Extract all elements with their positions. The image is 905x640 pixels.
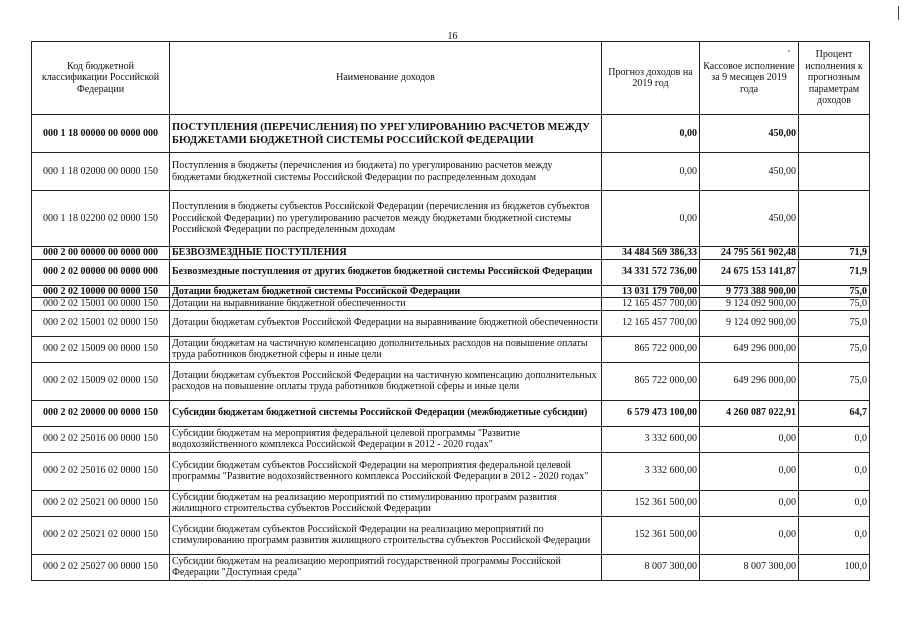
table-row xyxy=(32,516,870,554)
header-name: Наименование доходов xyxy=(170,42,602,115)
row-code: 000 2 02 15009 02 0000 150 xyxy=(32,362,170,400)
row-forecast: 6 579 473 100,00 xyxy=(602,400,700,426)
row-forecast: 0,00 xyxy=(602,153,700,191)
row-name: Поступления в бюджеты (перечисления из бюджета) по урегулированию расчетов между бюджетами бюджетной системы Российской Федерации по распределенным доходам xyxy=(170,153,602,191)
row-name: БЕЗВОЗМЕЗДНЫЕ ПОСТУПЛЕНИЯ xyxy=(170,247,602,260)
table-row xyxy=(32,362,870,400)
row-actual: 649 296 000,00 xyxy=(700,336,799,362)
row-percent xyxy=(799,153,870,191)
row-code: 000 2 02 10000 00 0000 150 xyxy=(32,285,170,298)
row-forecast: 152 361 500,00 xyxy=(602,516,700,554)
row-percent: 71,9 xyxy=(799,247,870,260)
row-actual: 9 124 092 900,00 xyxy=(700,310,799,336)
row-percent: 75,0 xyxy=(799,336,870,362)
row-actual: 9 773 388 900,00 xyxy=(700,285,799,298)
table-row xyxy=(32,310,870,336)
row-actual: 0,00 xyxy=(700,452,799,490)
row-code: 000 2 02 15009 00 0000 150 xyxy=(32,336,170,362)
row-forecast: 152 361 500,00 xyxy=(602,490,700,516)
row-code: 000 2 02 25016 00 0000 150 xyxy=(32,426,170,452)
row-actual: 0,00 xyxy=(700,490,799,516)
row-name: Дотации бюджетам на частичную компенсацию дополнительных расходов на повышение оплаты труда работников бюджетной сферы и иные цели xyxy=(170,336,602,362)
row-name: Субсидии бюджетам субъектов Российской Федерации на мероприятия федеральной целевой программы "Развитие водохозяйственного комплекса Российской Федерации в 2012 - 2020 годах" xyxy=(170,452,602,490)
row-code: 000 2 02 25027 00 0000 150 xyxy=(32,554,170,580)
row-forecast: 12 165 457 700,00 xyxy=(602,298,700,311)
table-row xyxy=(32,452,870,490)
row-percent xyxy=(799,191,870,247)
row-code: 000 2 00 00000 00 0000 000 xyxy=(32,247,170,260)
header-percent: Процент исполнения к прогнозным параметрам доходов xyxy=(799,42,870,115)
row-code: 000 1 18 02000 00 0000 150 xyxy=(32,153,170,191)
row-actual: 4 260 087 022,91 xyxy=(700,400,799,426)
row-percent: 71,9 xyxy=(799,259,870,285)
row-code: 000 2 02 25021 00 0000 150 xyxy=(32,490,170,516)
row-actual: 8 007 300,00 xyxy=(700,554,799,580)
table-row xyxy=(32,115,870,153)
row-code: 000 2 02 25016 02 0000 150 xyxy=(32,452,170,490)
table-row xyxy=(32,336,870,362)
row-name: Дотации бюджетам бюджетной системы Российской Федерации xyxy=(170,285,602,298)
row-code: 000 2 02 25021 02 0000 150 xyxy=(32,516,170,554)
table-row xyxy=(32,153,870,191)
table-row xyxy=(32,554,870,580)
row-forecast: 34 331 572 736,00 xyxy=(602,259,700,285)
row-actual: 450,00 xyxy=(700,153,799,191)
header-code: Код бюджетной классификации Российской Федерации xyxy=(32,42,170,115)
row-name: Субсидии бюджетам субъектов Российской Федерации на реализацию мероприятий по стимулированию программ развития жилищного строительства субъектов Российской Федерации xyxy=(170,516,602,554)
row-name: Дотации на выравнивание бюджетной обеспеченности xyxy=(170,298,602,311)
row-forecast: 12 165 457 700,00 xyxy=(602,310,700,336)
table-row xyxy=(32,400,870,426)
row-forecast: 3 332 600,00 xyxy=(602,452,700,490)
header-forecast: Прогноз доходов на 2019 год xyxy=(602,42,700,115)
row-percent: 75,0 xyxy=(799,362,870,400)
row-name: Поступления в бюджеты субъектов Российской Федерации (перечисления из бюджетов субъектов Российской Федерации) по урегулированию расчетов между бюджетами бюджетной системы Российской Федерации по распределенным доходам xyxy=(170,191,602,247)
row-forecast: 0,00 xyxy=(602,115,700,153)
row-actual: 9 124 092 900,00 xyxy=(700,298,799,311)
row-actual: 0,00 xyxy=(700,426,799,452)
row-percent: 0,0 xyxy=(799,452,870,490)
row-actual: 0,00 xyxy=(700,516,799,554)
row-actual: 450,00 xyxy=(700,115,799,153)
revenue-table xyxy=(31,41,870,581)
row-actual: 450,00 xyxy=(700,191,799,247)
row-code: 000 1 18 02200 02 0000 150 xyxy=(32,191,170,247)
row-actual: 24 795 561 902,48 xyxy=(700,247,799,260)
row-name: Дотации бюджетам субъектов Российской Федерации на выравнивание бюджетной обеспеченности xyxy=(170,310,602,336)
row-percent: 0,0 xyxy=(799,516,870,554)
table-header xyxy=(32,42,870,115)
table-row xyxy=(32,298,870,311)
header-actual: Кассовое исполнение за 9 месяцев 2019 года xyxy=(700,42,799,115)
row-actual: 24 675 153 141,87 xyxy=(700,259,799,285)
table-row xyxy=(32,426,870,452)
row-percent: 0,0 xyxy=(799,426,870,452)
row-code: 000 2 02 15001 02 0000 150 xyxy=(32,310,170,336)
row-forecast: 0,00 xyxy=(602,191,700,247)
row-percent: 64,7 xyxy=(799,400,870,426)
table-row xyxy=(32,259,870,285)
row-name: Субсидии бюджетам на реализацию мероприятий государственной программы Российской Федерации "Доступная среда" xyxy=(170,554,602,580)
row-code: 000 1 18 00000 00 0000 000 xyxy=(32,115,170,153)
scan-edge-mark xyxy=(898,6,899,20)
row-code: 000 2 02 20000 00 0000 150 xyxy=(32,400,170,426)
row-code: 000 2 02 00000 00 0000 000 xyxy=(32,259,170,285)
table-row xyxy=(32,191,870,247)
page-number: 16 xyxy=(447,31,458,42)
row-name: Безвозмездные поступления от других бюджетов бюджетной системы Российской Федерации xyxy=(170,259,602,285)
row-code: 000 2 02 15001 00 0000 150 xyxy=(32,298,170,311)
table-row xyxy=(32,490,870,516)
table-row xyxy=(32,247,870,260)
row-name: Субсидии бюджетам на реализацию мероприятий по стимулированию программ развития жилищного строительства субъектов Российской Федерации xyxy=(170,490,602,516)
row-forecast: 13 031 179 700,00 xyxy=(602,285,700,298)
row-actual: 649 296 000,00 xyxy=(700,362,799,400)
row-percent: 75,0 xyxy=(799,285,870,298)
row-name: ПОСТУПЛЕНИЯ (ПЕРЕЧИСЛЕНИЯ) ПО УРЕГУЛИРОВАНИЮ РАСЧЕТОВ МЕЖДУ БЮДЖЕТАМИ БЮДЖЕТНОЙ СИСТЕМЫ РОССИЙСКОЙ ФЕДЕРАЦИИ xyxy=(170,115,602,153)
row-percent: 75,0 xyxy=(799,298,870,311)
row-forecast: 8 007 300,00 xyxy=(602,554,700,580)
row-forecast: 865 722 000,00 xyxy=(602,362,700,400)
row-forecast: 3 332 600,00 xyxy=(602,426,700,452)
table-row xyxy=(32,285,870,298)
row-percent: 0,0 xyxy=(799,490,870,516)
row-name: Субсидии бюджетам на мероприятия федеральной целевой программы "Развитие водохозяйственного комплекса Российской Федерации в 2012 - 2020 годах" xyxy=(170,426,602,452)
row-percent: 100,0 xyxy=(799,554,870,580)
row-forecast: 865 722 000,00 xyxy=(602,336,700,362)
row-name: Дотации бюджетам субъектов Российской Федерации на частичную компенсацию дополнительных расходов на повышение оплаты труда работников бюджетной сферы и иные цели xyxy=(170,362,602,400)
row-percent: 75,0 xyxy=(799,310,870,336)
row-forecast: 34 484 569 386,33 xyxy=(602,247,700,260)
row-name: Субсидии бюджетам бюджетной системы Российской Федерации (межбюджетные субсидии) xyxy=(170,400,602,426)
row-percent xyxy=(799,115,870,153)
